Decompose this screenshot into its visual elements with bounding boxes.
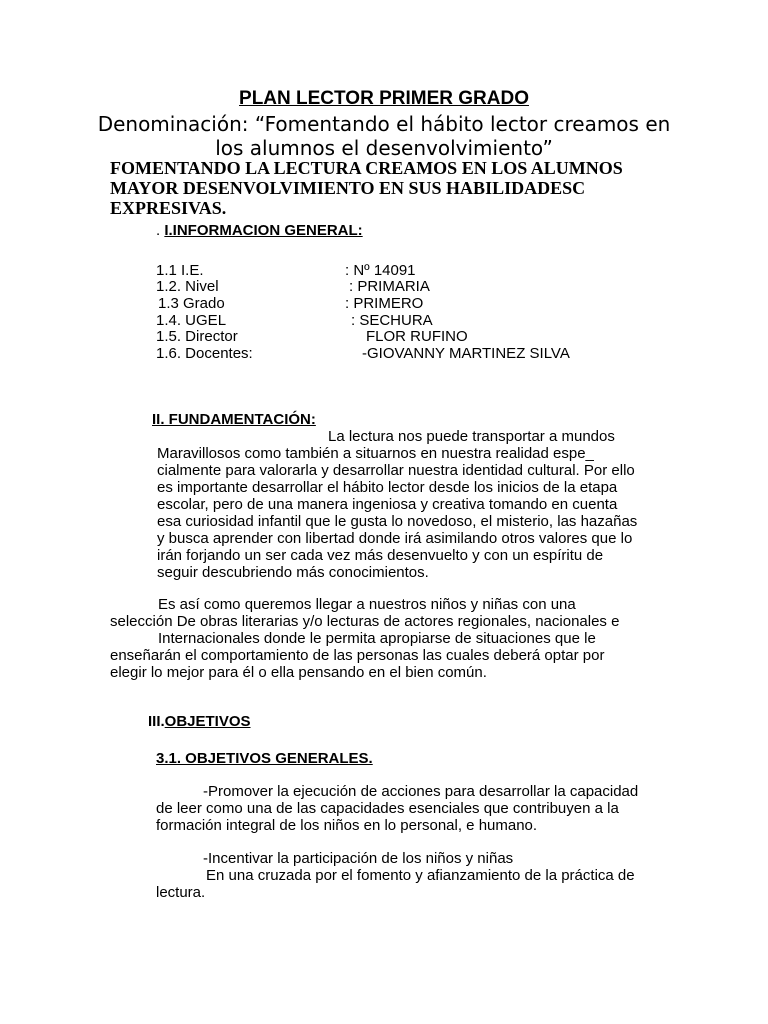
info-value-ugel: : SECHURA: [351, 312, 433, 329]
denomination-line-1: Denominación: “Fomentando el hábito lector creamos en: [97, 112, 671, 136]
fundamentacion-line-6: esa curiosidad infantil que le gusta lo novedoso, el misterio, las hazañas: [157, 513, 638, 530]
section-1-title: I.INFORMACION GENERAL:: [164, 222, 363, 239]
headline-line-1: FOMENTANDO LA LECTURA CREAMOS EN LOS ALUMNOS: [110, 158, 623, 178]
objetivo-2-line-2: En una cruzada por el fomento y afianzamiento de la práctica de: [206, 867, 635, 884]
info-label-director: 1.5. Director: [156, 328, 238, 345]
objetivo-2-line-1: -Incentivar la participación de los niños y niñas: [203, 850, 514, 867]
paragraph-2-line-3: Internacionales donde le permita apropiarse de situaciones que le: [158, 630, 596, 647]
info-label-nivel: 1.2. Nivel: [156, 278, 219, 295]
paragraph-2-line-5: elegir lo mejor para él o ella pensando en el bien común.: [110, 664, 487, 681]
objetivo-1-line-1: -Promover la ejecución de acciones para desarrollar la capacidad: [203, 783, 639, 800]
fundamentacion-line-5: escolar, pero de una manera ingeniosa y creativa tomando en cuenta: [157, 496, 618, 513]
info-value-ie: : Nº 14091: [345, 262, 416, 279]
info-value-grado: : PRIMERO: [345, 295, 424, 312]
info-value-docentes: -GIOVANNY MARTINEZ SILVA: [362, 345, 570, 362]
section-2-heading: II. FUNDAMENTACIÓN:: [152, 411, 316, 428]
fundamentacion-line-2: Maravillosos como también a situarnos en nuestra realidad espe_: [157, 445, 594, 462]
info-label-ie: 1.1 I.E.: [156, 262, 204, 279]
paragraph-2-line-1: Es así como queremos llegar a nuestros niños y niñas con una: [158, 596, 576, 613]
paragraph-2-line-2: selección De obras literarias y/o lecturas de actores regionales, nacionales e: [110, 613, 620, 630]
section-1-heading: [156, 222, 363, 239]
fundamentacion-line-8: irán forjando un ser cada vez más desenvuelto y con un espíritu de: [157, 547, 604, 564]
section-3-prefix: III.: [148, 713, 165, 730]
objetivo-2-line-3: lectura.: [156, 884, 206, 901]
fundamentacion-line-9: seguir descubriendo más conocimientos.: [157, 564, 429, 581]
info-label-grado: 1.3 Grado: [158, 295, 225, 312]
paragraph-2-line-4: enseñarán el comportamiento de las personas las cuales deberá optar por: [110, 647, 605, 664]
section-3-heading: [148, 713, 251, 730]
section-1-prefix: .: [156, 222, 161, 239]
headline-line-3: EXPRESIVAS.: [110, 198, 227, 218]
fundamentacion-line-7: y busca aprender con libertad donde irá asimilando otros valores que lo: [157, 530, 633, 547]
objetivo-1-line-2: de leer como una de las capacidades esenciales que contribuyen a la: [156, 800, 619, 817]
fundamentacion-line-3: cialmente para valorarla y desarrollar nuestra identidad cultural. Por ello: [157, 462, 635, 479]
headline-line-2: MAYOR DESENVOLVIMIENTO EN SUS HABILIDADESC: [110, 178, 586, 198]
info-label-ugel: 1.4. UGEL: [156, 312, 227, 329]
section-3-title: OBJETIVOS: [164, 713, 251, 730]
document-title: PLAN LECTOR PRIMER GRADO: [239, 88, 529, 109]
fundamentacion-line-4: es importante desarrollar el hábito lector desde los inicios de la etapa: [157, 479, 618, 496]
denomination-line-2: los alumnos el desenvolvimiento”: [215, 136, 553, 160]
fundamentacion-line-1: La lectura nos puede transportar a mundos: [328, 428, 615, 445]
info-label-docentes: 1.6. Docentes:: [156, 345, 253, 362]
info-value-director: FLOR RUFINO: [366, 328, 468, 345]
info-value-nivel: : PRIMARIA: [349, 278, 430, 295]
section-3-1-heading: 3.1. OBJETIVOS GENERALES.: [156, 750, 373, 767]
objetivo-1-line-3: formación integral de los niños en lo personal, e humano.: [156, 817, 538, 834]
